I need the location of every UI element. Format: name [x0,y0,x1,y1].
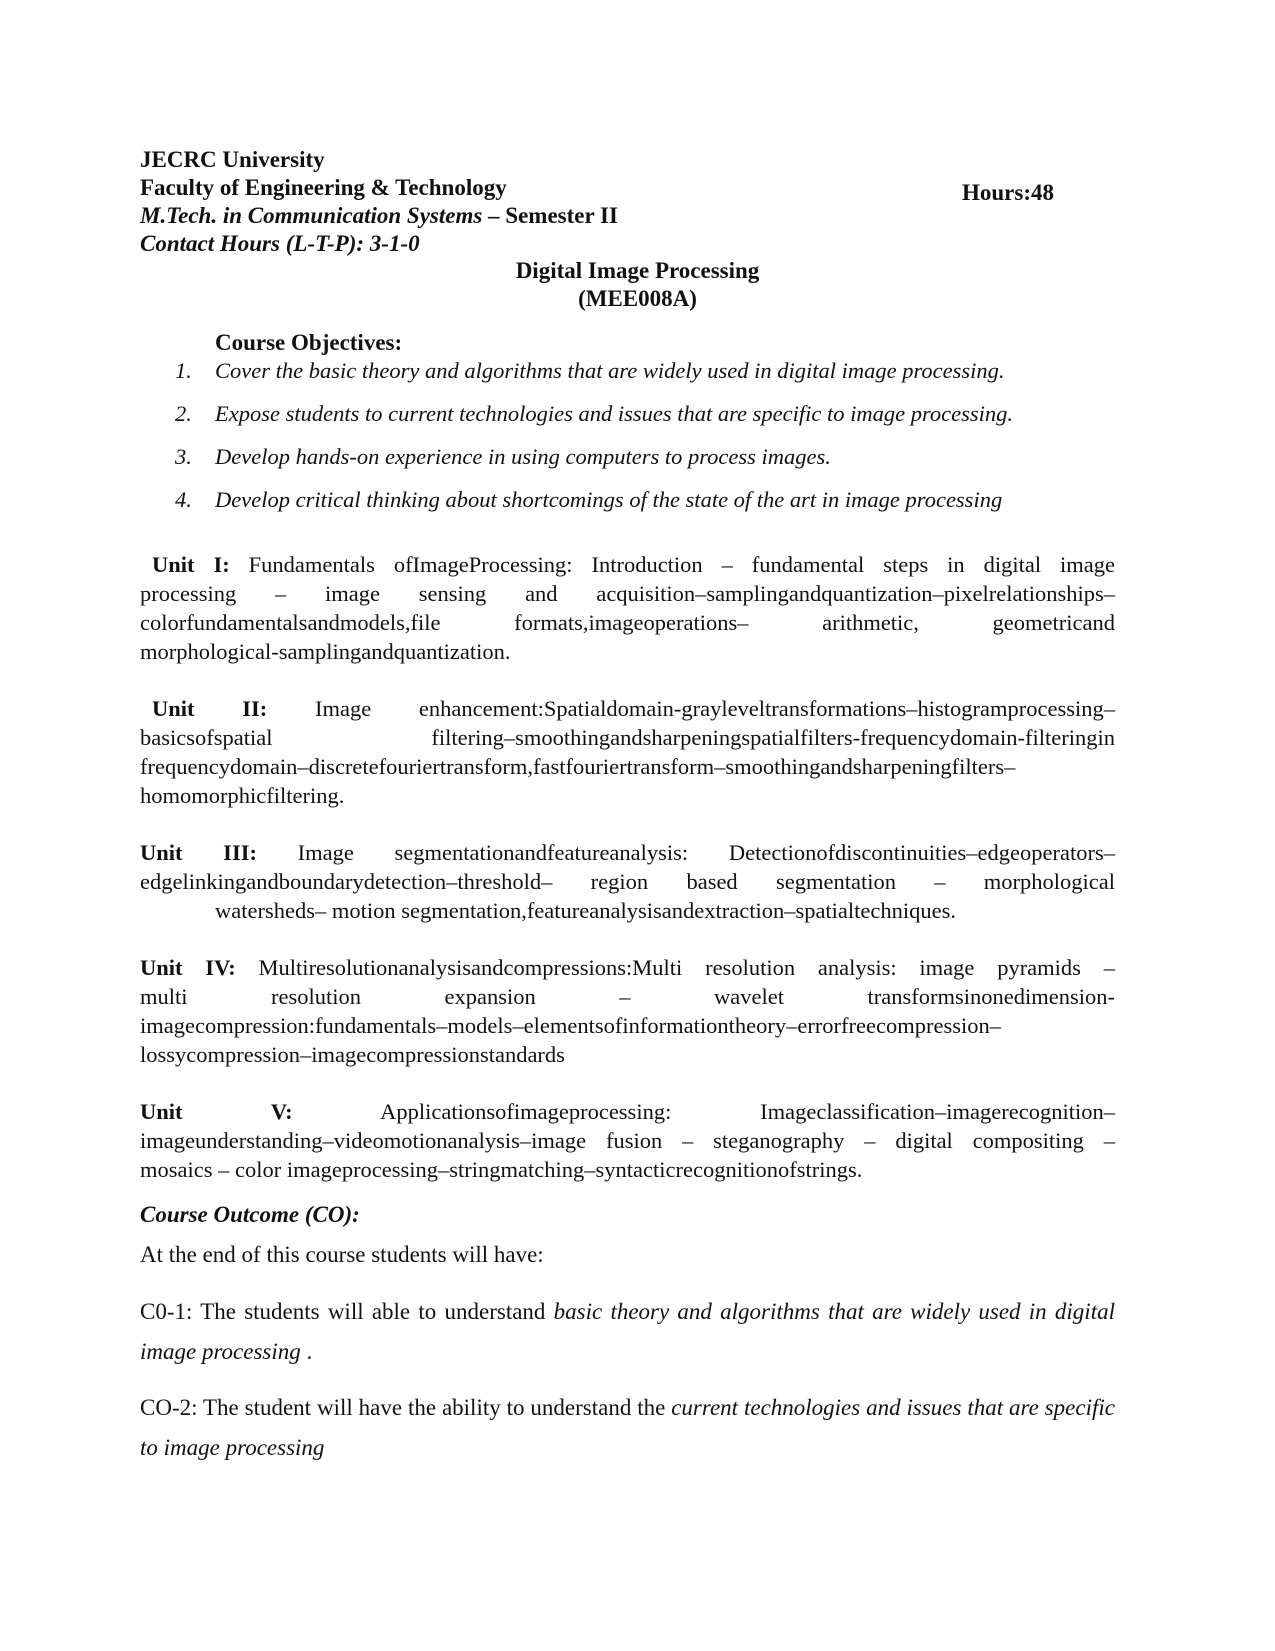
program-name: M.Tech. in Communication Systems [140,203,483,228]
objectives-heading: Course Objectives: [215,330,403,355]
course-code: (MEE008A) [578,286,697,311]
outcomes-heading: Course Outcome (CO): [140,1202,360,1227]
unit-1: Unit I: Fundamentals ofImageProcessing: Introduction – fundamental steps in digital image processing – image sensing and acquisition–samplingandquantization–pixelrelationships– colorfundamentalsandmodels,file formats,imageoperations– arithmetic, geometricand morphological-samplingandquantization. [140,552,1115,664]
outcome-item: C0-1: The students will able to understand basic theory and algorithms that are widely used in digital image processing . [140,1299,1115,1364]
objective-item: 1. Cover the basic theory and algorithms that are widely used in digital image processing. [175,358,1005,383]
outcomes-intro: At the end of this course students will have: [140,1242,544,1267]
unit-3: Unit III: Image segmentationandfeatureanalysis: Detectionofdiscontinuities–edgeoperators– edgelinkingandboundarydetection–threshold– region based segmentation – morphological watersheds– motion segmentation,featureanalysisandextraction–spatialtechniques. [140,840,1115,923]
program-line [140,202,618,230]
unit-label: Unit II: [152,696,268,721]
unit-2: Unit II: Image enhancement:Spatialdomain-graylevеltransformations–histogramprocessing– basicsofspatial filtering–smoothingandsharpeningspatialfilters-frequencydomain-filteringin frequencydomain–discretefouriertransform,fastfouriertransform–smoothingandsharpeningfilters– homomorphicfiltering. [140,696,1115,808]
course-title: Digital Image Processing [515,258,760,283]
objective-item: 2. Expose students to current technologies and issues that are specific to image processing. [175,401,1014,426]
unit-label: Unit III: [140,840,257,865]
contact-hours: Contact Hours (L-T-P): 3-1-0 [140,231,420,256]
unit-5: Unit V: Applicationsofimageprocessing: Imageclassification–imagerecognition– imageunderstanding–videomotionanalysis–image fusion – steganography – digital compositing – mosaics – color imageprocessing–stringmatching–syntacticrecognitionofstrings. [140,1099,1115,1182]
unit-4: Unit IV: Multiresolutionanalysisandcompressions:Multi resolution analysis: image pyramids – multi resolution expansion – wavelet transformsinonedimension- imagecompression:fundamentals–models–elementsofinformationtheory–errorfreecompression– lossycompression–imagecompressionstandards [140,955,1115,1067]
hours-label: Hours:48 [962,180,1054,205]
unit-label: Unit I: [152,552,230,577]
unit-label: Unit V: [140,1099,293,1124]
outcome-item: CO-2: The student will have the ability to understand the current technologies and issues that are specific to image processing [140,1395,1115,1460]
semester: – Semester II [482,203,618,228]
faculty-name: Faculty of Engineering & Technology [140,175,507,200]
objective-item: 3. Develop hands-on experience in using computers to process images. [175,444,831,469]
objective-item: 4. Develop critical thinking about shortcomings of the state of the art in image processing [175,487,1003,512]
unit-label: Unit IV: [140,955,236,980]
university-name: JECRC University [140,147,325,172]
